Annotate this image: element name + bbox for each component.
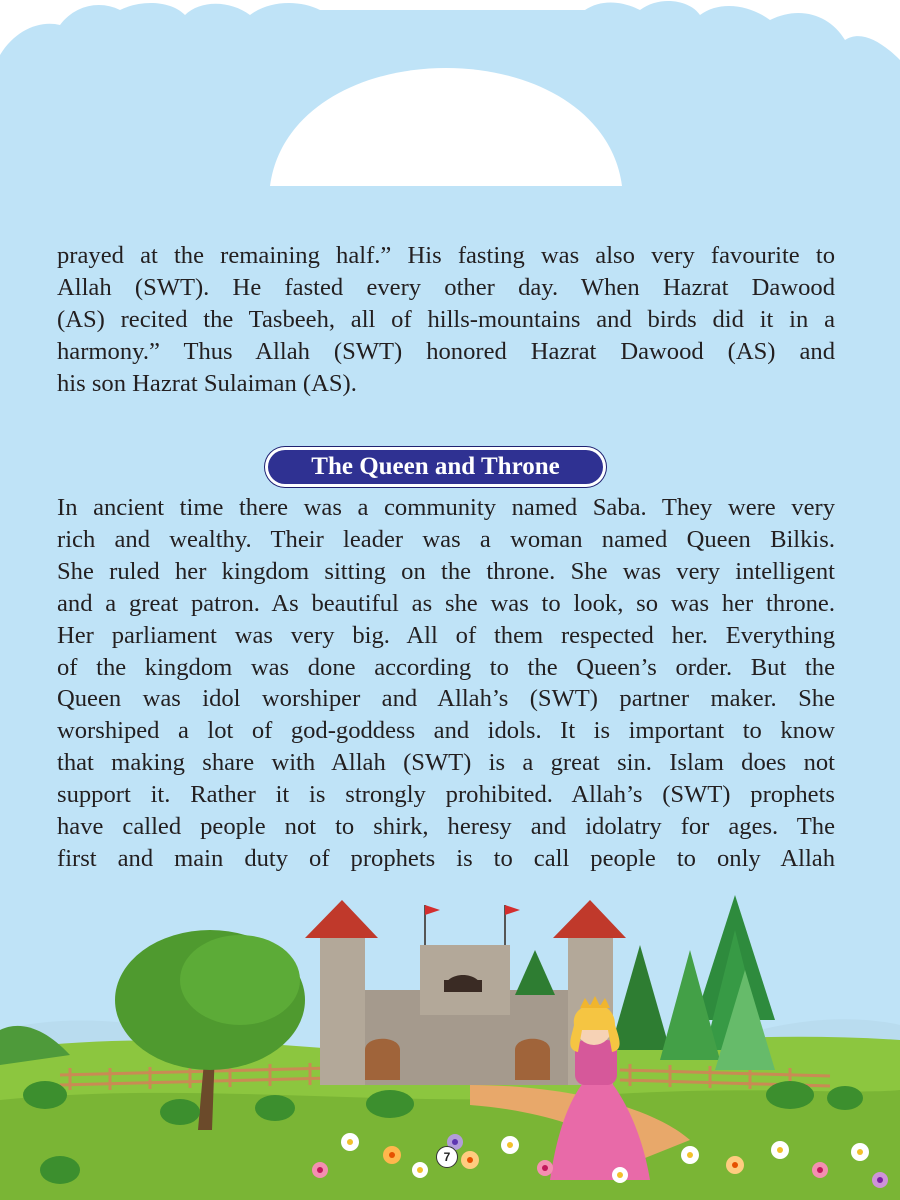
paragraph-intro [57,240,835,400]
text-line: (AS) recited the Tasbeeh, all of hills-mountains and birds did it in a [57,305,835,333]
section-title: The Queen and Throne [265,447,606,487]
text-line: his son Hazrat Sulaiman (AS). [57,369,357,397]
text-line: support it. Rather it is strongly prohibited. Allah’s (SWT) prophets [57,781,835,809]
text-line: worshiped a lot of god-goddess and idols. It is important to know [57,717,835,745]
text-line: Allah (SWT). He fasted every other day. When Hazrat Dawood [57,273,835,301]
text-line: Queen was idol worshiper and Allah’s (SWT) partner maker. She [57,685,835,713]
text-line: harmony.” Thus Allah (SWT) honored Hazrat Dawood (AS) and [57,337,835,365]
text-line: and a great patron. As beautiful as she was to look, so was her throne. [57,589,835,617]
text-line: that making share with Allah (SWT) is a great sin. Islam does not [57,749,835,777]
paragraph-queen [57,492,835,875]
text-line: have called people not to shirk, heresy and idolatry for ages. The [57,813,835,841]
text-line: rich and wealthy. Their leader was a woman named Queen Bilkis. [57,525,835,553]
text-line: first and main duty of prophets is to call people to only Allah [57,844,835,872]
text-line: of the kingdom was done according to the Queen’s order. But the [57,653,835,681]
text-line: In ancient time there was a community named Saba. They were very [57,494,835,521]
text-line: Her parliament was very big. All of them respected her. Everything [57,621,835,649]
text-line: She ruled her kingdom sitting on the throne. She was very intelligent [57,557,835,585]
text-line: prayed at the remaining half.” His fasting was also very favourite to [57,242,835,269]
page-number: 7 [436,1146,458,1168]
